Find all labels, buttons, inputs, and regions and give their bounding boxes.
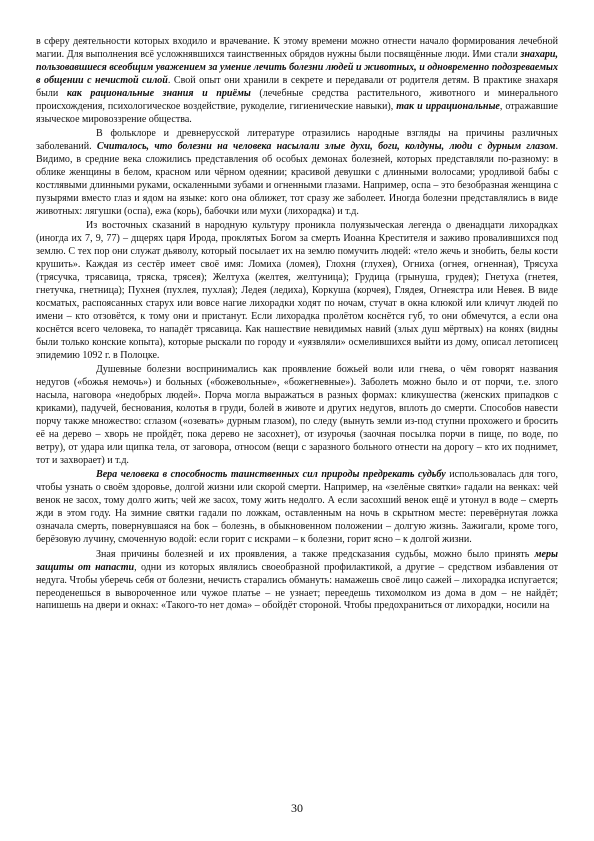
body-text: . Видимо, в средние века сложились представления об особых демонах болезней, которых представляли по-разному: в облике женщины в белом, красном или чёрном одеянии; красивой девушки с длинными волосами; уродливой бабы с костлявыми длинными руками, оскаленными зубами и огненными глазами. Например, оспа – это безобразная женщина с пузырями вместо глаз и ядом на языке: кого она оближет, тот сразу же заболеет. Иногда болезни представлялись в виде животных: лягушки (оспа), ежа (корь), бабочки или мухи (лихорадка) и т.д. — [36, 141, 558, 217]
emphasis-text: так и иррациональные — [396, 100, 500, 112]
paragraph — [36, 549, 558, 614]
page-number: 30 — [291, 801, 303, 815]
body-text: Зная причины болезней и их проявления, а также предсказания судьбы, можно было принять — [96, 548, 535, 560]
emphasis-text: как рациональные знания и приёмы — [66, 87, 251, 99]
paragraph — [36, 128, 558, 219]
paragraph — [36, 364, 558, 468]
body-text: . Свой опыт они хранили в секрете и передавали от родителя детям. В практике знахаря были — [36, 74, 558, 99]
document-body — [36, 36, 558, 615]
emphasis-text: Считалось, что болезни на человека насылали злые духи, боги, колдуны, люди с дурным глазом — [96, 141, 556, 153]
body-text: , отражавшие языческое мировоззрение общества. — [36, 100, 558, 125]
body-text: Из восточных сказаний в народную культуру проникла полуязыческая легенда о двенадцати лихорадках (иногда их 7, 9, 77) – дщерях царя Ирода, проклятых Богом за смерть Иоанна Крестителя и заживо провалившихся под землю. С тех пор они служат дьяволу, который посылает их на землю помучить людей: «тело жечь и знобить, белы кости крушить». Каждая из сестёр имеет своё имя: Ломиха (ломея), Глохня (глухея), Огниха (огнея, огненная), Трясуха (трясучка, трясавица, тряска, трясея); Желтуха (желтея, желтуница); Грудица (грынуша, грудея); Гнетуха (гнетея, гнетучка, гнетница); Пухнея (пухлея, пухлая); Ледея (ледиха), Коркуша (корчея), Глядея, Огнеястра или Невея. В виде косматых, распоясанных старух или вовсе нагие лихорадки ходят по ночам, стучат в окна клюкой или кличут людей по имени – кто отзовётся, к тому они и пристанут. Если лихорадка пролётом коснётся губ, то они обмечутся, а если она коснётся всего человека, то нападёт трясавица. Как нашествие невидимых навий (злых душ мёртвых) на конях (видны были только конские копыта), которые рыскали по городу и «уязвляли» осмелившихся выйти из дому, описал летописец эпидемию 1092 г. в Полоцке. — [36, 220, 558, 361]
body-text: , одни из которых являлись своеобразной профилактикой, а другие – средством избавления от недуга. Чтобы уберечь себя от болезни, нечисть старались обмануть: намажешь своё лицо сажей – лихорадка испугается; переоденешься в вывороченное или чужое платье – не узнает; переедешь тихомолком из дома в дом – не найдёт; напишешь на двери и окнах: «Такого-то нет дома» – обойдёт стороной. Чтобы предохраниться от лихорадки, носили на — [36, 561, 558, 612]
body-text: в сферу деятельности которых входило и врачевание. К этому времени можно отнести начало формирования лечебной магии. Для выполнения всё усложнявшихся таинственных обрядов нужны были посвящённые люди. Ими стали — [36, 36, 558, 60]
paragraph — [36, 220, 558, 362]
emphasis-text: знахари, пользовавшиеся всеобщим уважением за умение лечить болезни людей и животных, и одновременно подозреваемых в общении с нечистой силой — [36, 48, 558, 86]
emphasis-text: Вера человека в способность таинственных сил природы предрекать судьбу — [96, 469, 446, 481]
body-text: В фольклоре и древнерусской литературе отразились народные взгляды на причины различных заболеваний. — [36, 128, 558, 153]
paragraph — [36, 469, 558, 547]
emphasis-text: меры защиты от напасти — [36, 548, 558, 573]
paragraph — [36, 36, 558, 127]
body-text: (лечебные средства растительного, животного и минерального происхождения, психологическое воздействие, рукоделие, гигиенические навыки), — [36, 87, 558, 112]
body-text: использовалась для того, чтобы узнать о своём здоровье, долгой жизни или скорой смерти. Например, на «зелёные святки» гадали на венках: чей венок не засох, тому долго жить; чей же засох, тому жить недолго. А если засохший венок ещё и утонул в воде – смерть жди в этом году. На зимние святки гадали по ложкам, оставленным на ночь в скрытном месте: перевёрнутая ложка означала смерть, повернувшаяся на бок – болезнь, в обыкновенном положении – долгую жизнь. Зажигали, кроме того, берёзовую лучину, смоченную водой: если горит с искрами – к болезни, горит ясно – к долгой жизни. — [36, 469, 559, 546]
body-text: Душевные болезни воспринимались как проявление божьей воли или гнева, о чём говорят названия недугов («божья немочь») и больных («божевольные», «божегневные»). Заболеть можно было и от порчи, т.е. злого насыла, наговора «недобрых людей». Порча могла выражаться в разных формах: кликушества (женских припадков с криками), падучей, беснования, колотья в груди, болей в животе и других недугов, вплоть до смерти. Способов навести порчу также множество: сглазом («озевать» дурным глазом), по следу (вынуть земли из-под ступни прохожего и бросить её на дерево – хворь не пройдёт, пока дерево не засохнет), от изурочья (заочная посылка порчи в пище, по воде, по ветру), от удара или щипка тела, от заговора, относом (вещи с заразного больного отнести на дорогу – кто их поднимет, тот и захворает) и т.д. — [36, 364, 558, 466]
